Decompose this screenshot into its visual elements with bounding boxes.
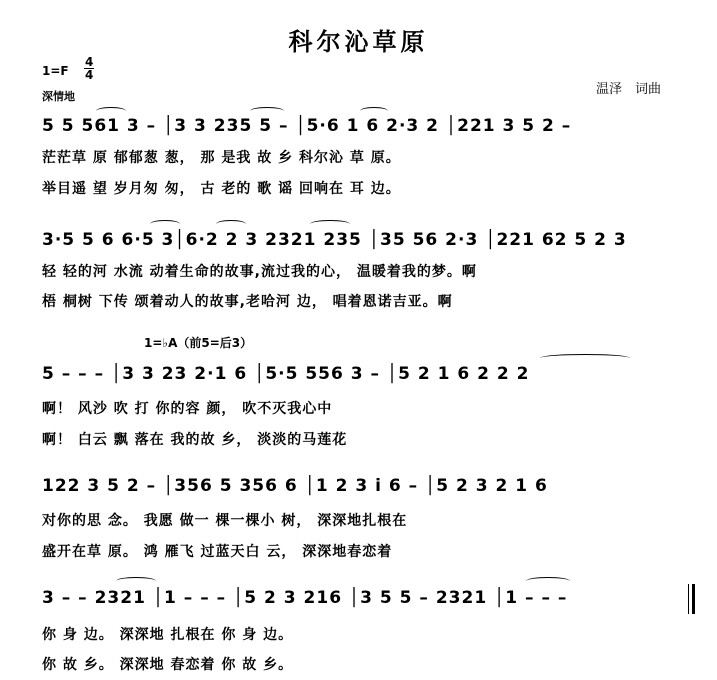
song-title: 科尔沁草原 [288, 28, 429, 56]
time-signature: 4 4 [85, 55, 94, 82]
lyrics-line-5b: 你 故 乡。 深深地 春恋着 你 故 乡。 [42, 657, 294, 673]
final-barline-thin [688, 584, 689, 614]
slur [116, 577, 156, 585]
final-barline-thick [692, 584, 695, 614]
lyrics-line-5a: 你 身 边。 深深地 扎根在 你 身 边。 [42, 627, 294, 643]
modulation-marking: 1=♭A（前5=后3） [144, 336, 253, 350]
notes-line-1: 5 5 561 3 – │3 3 235 5 – │5·6 1 6 2·3 2 │221 3 5 2 – [42, 116, 572, 136]
slur [150, 220, 180, 228]
slur [250, 107, 284, 115]
key-signature: 1=F [42, 64, 69, 78]
slur [540, 354, 630, 362]
notes-line-3: 5 – – – │3 3 23 2·1 6 │5·5 556 3 – │5 2 1 6 2 2 2 [42, 364, 530, 384]
lyrics-line-2a: 轻 轻的河 水流 动着生命的故事,流过我的心， 温暖着我的梦。啊 [42, 264, 477, 280]
tempo-marking: 深情地 [42, 90, 75, 103]
notes-line-2: 3·5 5 6 6·5 3│6·2 2 3 2321 235 │35 56 2·3 │221 62 5 2 3 [42, 230, 627, 250]
slur [526, 577, 570, 585]
slur [96, 107, 126, 115]
slur [310, 220, 350, 228]
lyrics-line-2b: 梧 桐树 下传 颂着动人的故事,老哈河 边， 唱着恩诺吉亚。啊 [42, 294, 453, 310]
notes-line-5: 3 – – 2321 │1 – – – │5 2 3 216 │3 5 5 – 2321 │1 – – – [42, 588, 568, 608]
lyrics-line-4a: 对你的思 念。 我愿 做一 棵一棵小 树， 深深地扎根在 [42, 513, 408, 529]
lyrics-line-3a: 啊！ 风沙 吹 打 你的容 颜， 吹不灭我心中 [42, 401, 333, 417]
lyrics-line-4b: 盛开在草 原。 鸿 雁飞 过蓝天白 云， 深深地春恋着 [42, 544, 393, 560]
lyrics-line-1a: 茫茫草 原 郁郁葱 葱， 那 是我 故 乡 科尔沁 草 原。 [42, 150, 401, 166]
lyrics-line-3b: 啊！ 白云 飘 落在 我的故 乡， 淡淡的马莲花 [42, 432, 348, 448]
slur [216, 220, 246, 228]
notes-line-4: 122 3 5 2 – │356 5 356 6 │1 2 3 i 6 – │5 2 3 2 1 6 [42, 476, 548, 496]
slur [360, 107, 388, 115]
lyrics-line-1b: 举目遥 望 岁月匆 匆， 古 老的 歌 谣 回响在 耳 边。 [42, 181, 401, 197]
author-credit: 温泽 词曲 [596, 82, 662, 97]
